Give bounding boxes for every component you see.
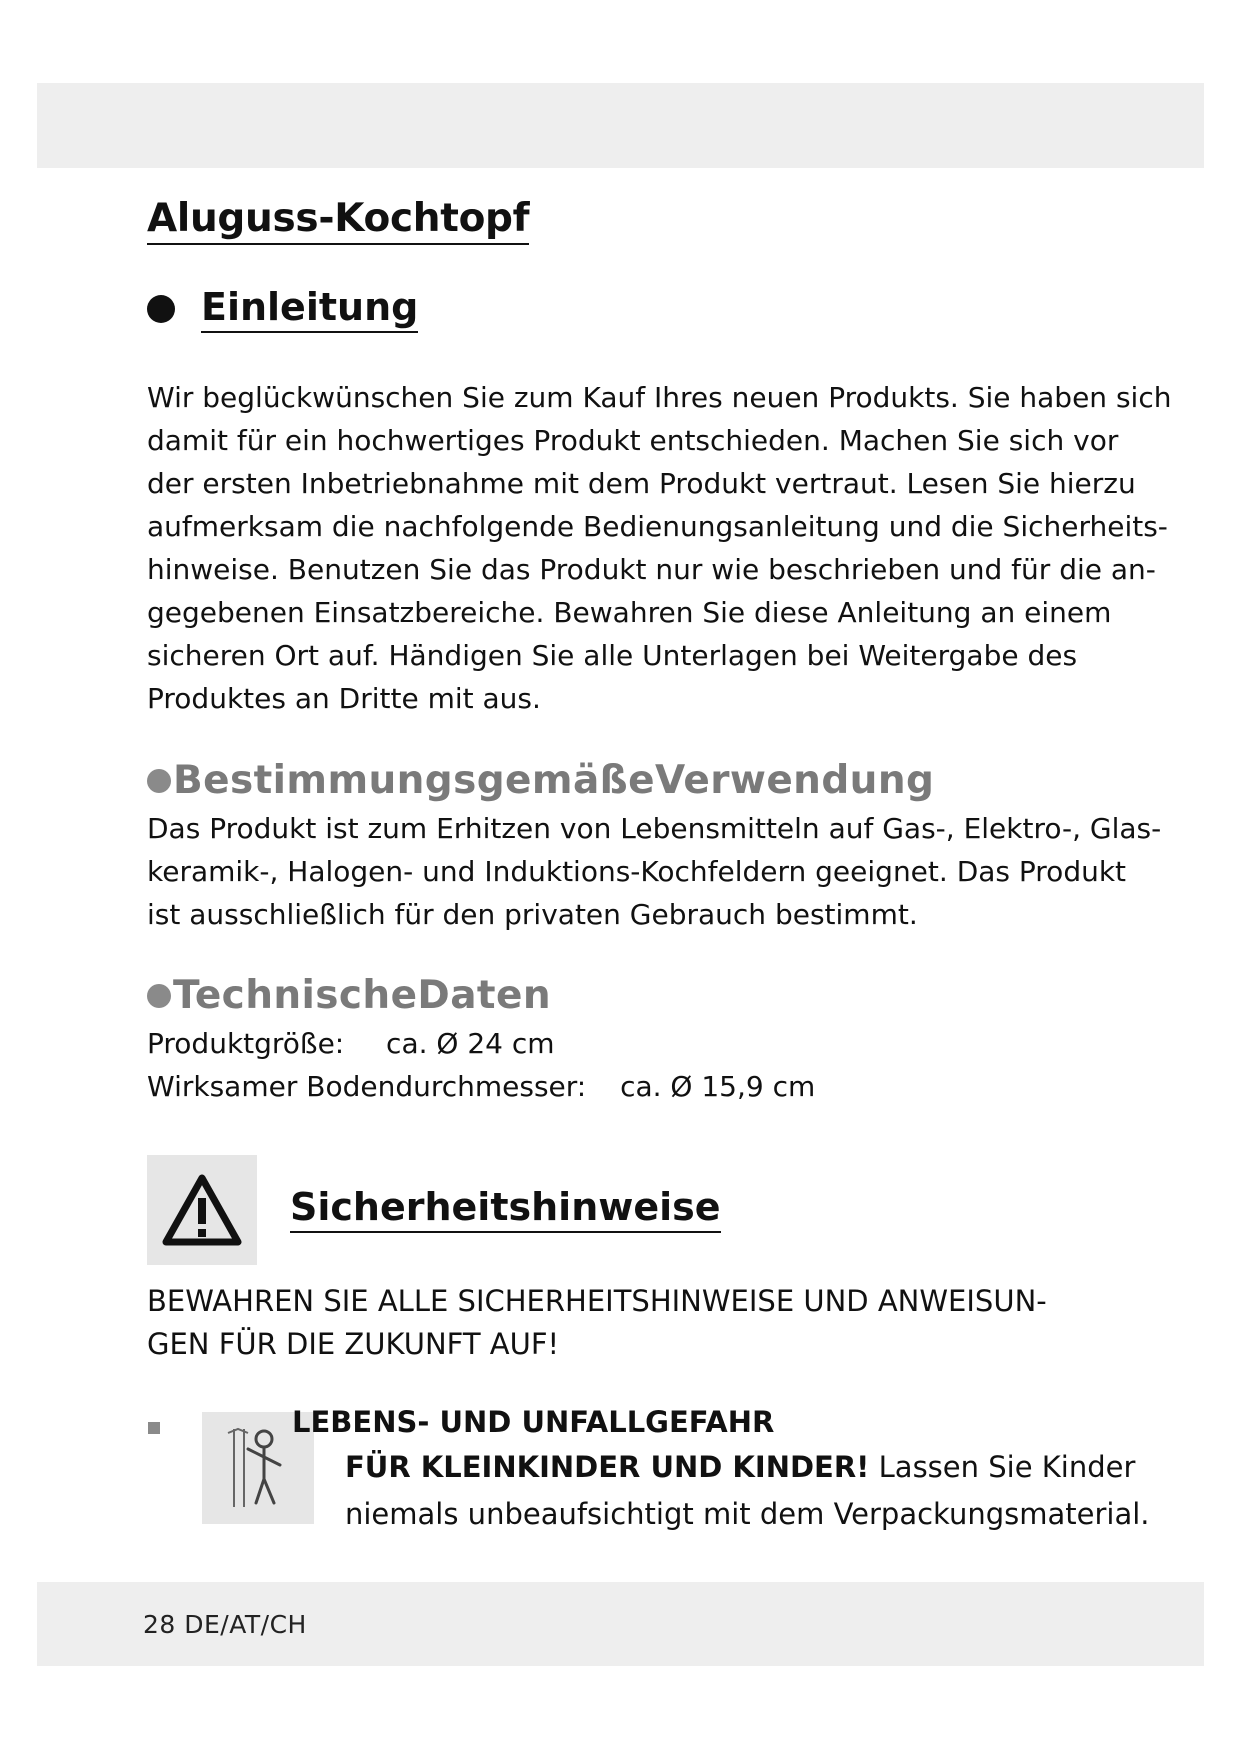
footer-band — [37, 1582, 1204, 1666]
tech-data-list — [147, 1022, 1097, 1108]
text-line: BEWAHREN SIE ALLE SICHERHEITSHINWEISE UND ANWEISUN- — [147, 1284, 1047, 1318]
section-intro-heading — [147, 285, 1097, 333]
text-line: GEN FÜR DIE ZUKUNFT AUF! — [147, 1327, 560, 1361]
bullet-square-icon — [148, 1422, 160, 1434]
safety-caps-paragraph — [147, 1280, 1107, 1366]
usage-paragraph — [147, 807, 1162, 936]
section-usage-title: BestimmungsgemäßeVerwendung — [173, 758, 935, 803]
text-line: keramik-, Halogen- und Induktions-Kochfeldern geeignet. Das Produkt — [147, 855, 1127, 888]
text-line: ist ausschließlich für den privaten Gebrauch bestimmt. — [147, 898, 918, 931]
tech-label: Wirksamer Bodendurchmesser: — [147, 1070, 587, 1103]
section-usage-heading — [147, 758, 1097, 803]
bullet-dot-icon — [147, 295, 175, 323]
section-tech-title: TechnischeDaten — [173, 973, 551, 1018]
text-line: Wir beglückwünschen Sie zum Kauf Ihres neuen Produkts. Sie haben sich — [147, 381, 1172, 414]
tech-row — [147, 1065, 1097, 1108]
page-number: 28 DE/AT/CH — [143, 1610, 307, 1639]
hazard-title: LEBENS- UND UNFALLGEFAHR — [292, 1405, 775, 1439]
bullet-dot-icon — [147, 769, 171, 793]
page-title: Aluguss-Kochtopf — [147, 196, 529, 245]
text-line: Produktes an Dritte mit aus. — [147, 682, 541, 715]
text-line: Das Produkt ist zum Erhitzen von Lebensmitteln auf Gas-, Elektro-, Glas- — [147, 812, 1162, 845]
section-safety-title: Sicherheitshinweise — [290, 1185, 721, 1233]
intro-paragraph — [147, 376, 1172, 720]
hazard-line — [345, 1450, 1135, 1484]
text-line: hinweise. Benutzen Sie das Produkt nur wie beschrieben und für die an- — [147, 553, 1156, 586]
section-intro-title: Einleitung — [201, 285, 418, 333]
text-line: gegebenen Einsatzbereiche. Bewahren Sie diese Anleitung an einem — [147, 596, 1112, 629]
warning-triangle-icon — [147, 1155, 257, 1265]
section-tech-heading — [147, 973, 1097, 1018]
tech-value: ca. Ø 24 cm — [386, 1027, 555, 1060]
text-line: aufmerksam die nachfolgende Bedienungsanleitung und die Sicherheits- — [147, 510, 1168, 543]
text-line: der ersten Inbetriebnahme mit dem Produkt vertraut. Lesen Sie hierzu — [147, 467, 1136, 500]
hazard-emphasis: FÜR KLEINKINDER UND KINDER! — [345, 1450, 870, 1484]
tech-label: Produktgröße: — [147, 1027, 345, 1060]
tech-value: ca. Ø 15,9 cm — [620, 1070, 816, 1103]
bullet-dot-icon — [147, 984, 171, 1008]
hazard-text: Lassen Sie Kinder — [869, 1450, 1136, 1484]
text-line: damit für ein hochwertiges Produkt entschieden. Machen Sie sich vor — [147, 424, 1119, 457]
text-line: sicheren Ort auf. Händigen Sie alle Unterlagen bei Weitergabe des — [147, 639, 1078, 672]
header-band — [37, 83, 1204, 168]
tech-row — [147, 1022, 1097, 1065]
hazard-line: niemals unbeaufsichtigt mit dem Verpackungsmaterial. — [345, 1497, 1150, 1531]
